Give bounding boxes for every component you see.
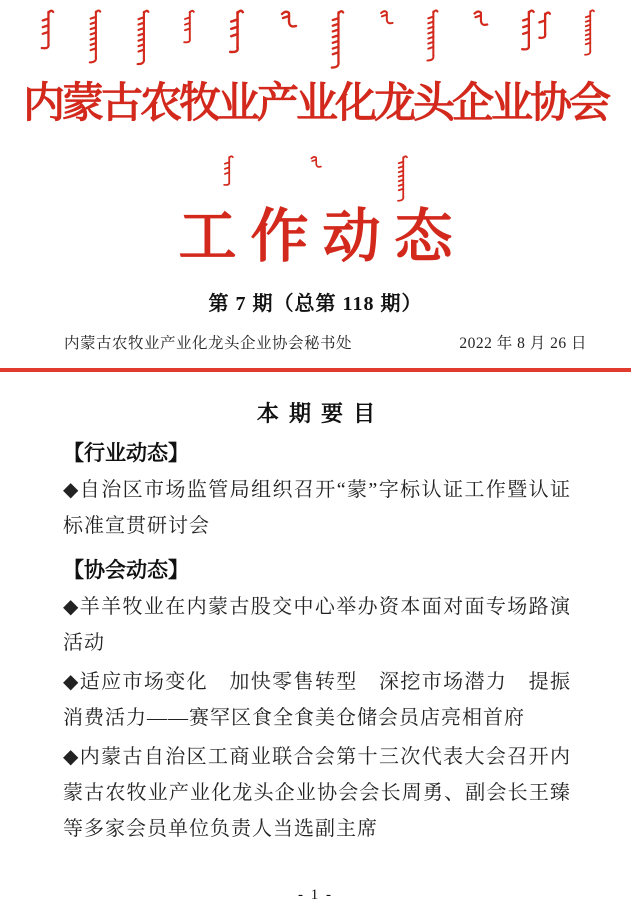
page-number: - 1 - — [298, 887, 333, 903]
publisher-name: 内蒙古农牧业产业化龙头企业协会秘书处 — [64, 335, 353, 352]
toc-item: ◆自治区市场监管局组织召开“蒙”字标认证工作暨认证标准宣贯研讨会 — [63, 479, 571, 537]
toc-section-label-industry: 【行业动态】 — [63, 442, 189, 465]
mongolian-script-icon — [520, 9, 553, 53]
org-name-title: 内蒙古农牧业产业化龙头企业协会 — [22, 81, 608, 127]
mongolian-script-icon — [328, 9, 347, 71]
toc-section-label-association: 【协会动态】 — [63, 559, 189, 582]
mongolian-script-icon — [226, 9, 247, 55]
bulletin-title: 工作动态 — [178, 204, 467, 269]
toc-heading: 本 期 要 目 — [256, 401, 378, 426]
mongolian-script-icon — [277, 9, 299, 31]
publisher-row — [64, 331, 587, 353]
mongolian-script-icon — [424, 9, 441, 63]
mongolian-script-icon — [86, 9, 104, 65]
mongolian-script-icon — [181, 9, 197, 45]
issue-number: 第 7 期（总第 118 期） — [208, 293, 423, 315]
toc — [63, 401, 571, 847]
mongolian-script-banner-mid — [0, 155, 631, 205]
mongolian-script-icon — [582, 9, 597, 57]
mongolian-script-banner-top — [0, 0, 631, 71]
mongolian-script-icon — [38, 9, 57, 51]
publish-date: 2022 年 8 月 26 日 — [459, 335, 587, 352]
mongolian-script-icon — [377, 9, 395, 27]
mongolian-script-icon — [470, 9, 490, 29]
toc-item: ◆内蒙古自治区工商业联合会第十三次代表大会召开内蒙古农牧业产业化龙头企业协会会长周勇、副会长王臻等多家会员单位负责人当选副主席 — [63, 746, 571, 840]
mongolian-script-icon — [308, 155, 323, 170]
mongolian-script-icon — [221, 155, 236, 187]
mongolian-script-icon — [395, 155, 410, 203]
mongolian-script-icon — [134, 9, 152, 67]
toc-item: ◆适应市场变化 加快零售转型 深挖市场潜力 提振消费活力——赛罕区食全食美仓储会员店亮相首府 — [63, 671, 571, 729]
masthead-divider — [0, 368, 631, 372]
toc-item: ◆羊羊牧业在内蒙古股交中心举办资本面对面专场路演活动 — [63, 596, 571, 654]
